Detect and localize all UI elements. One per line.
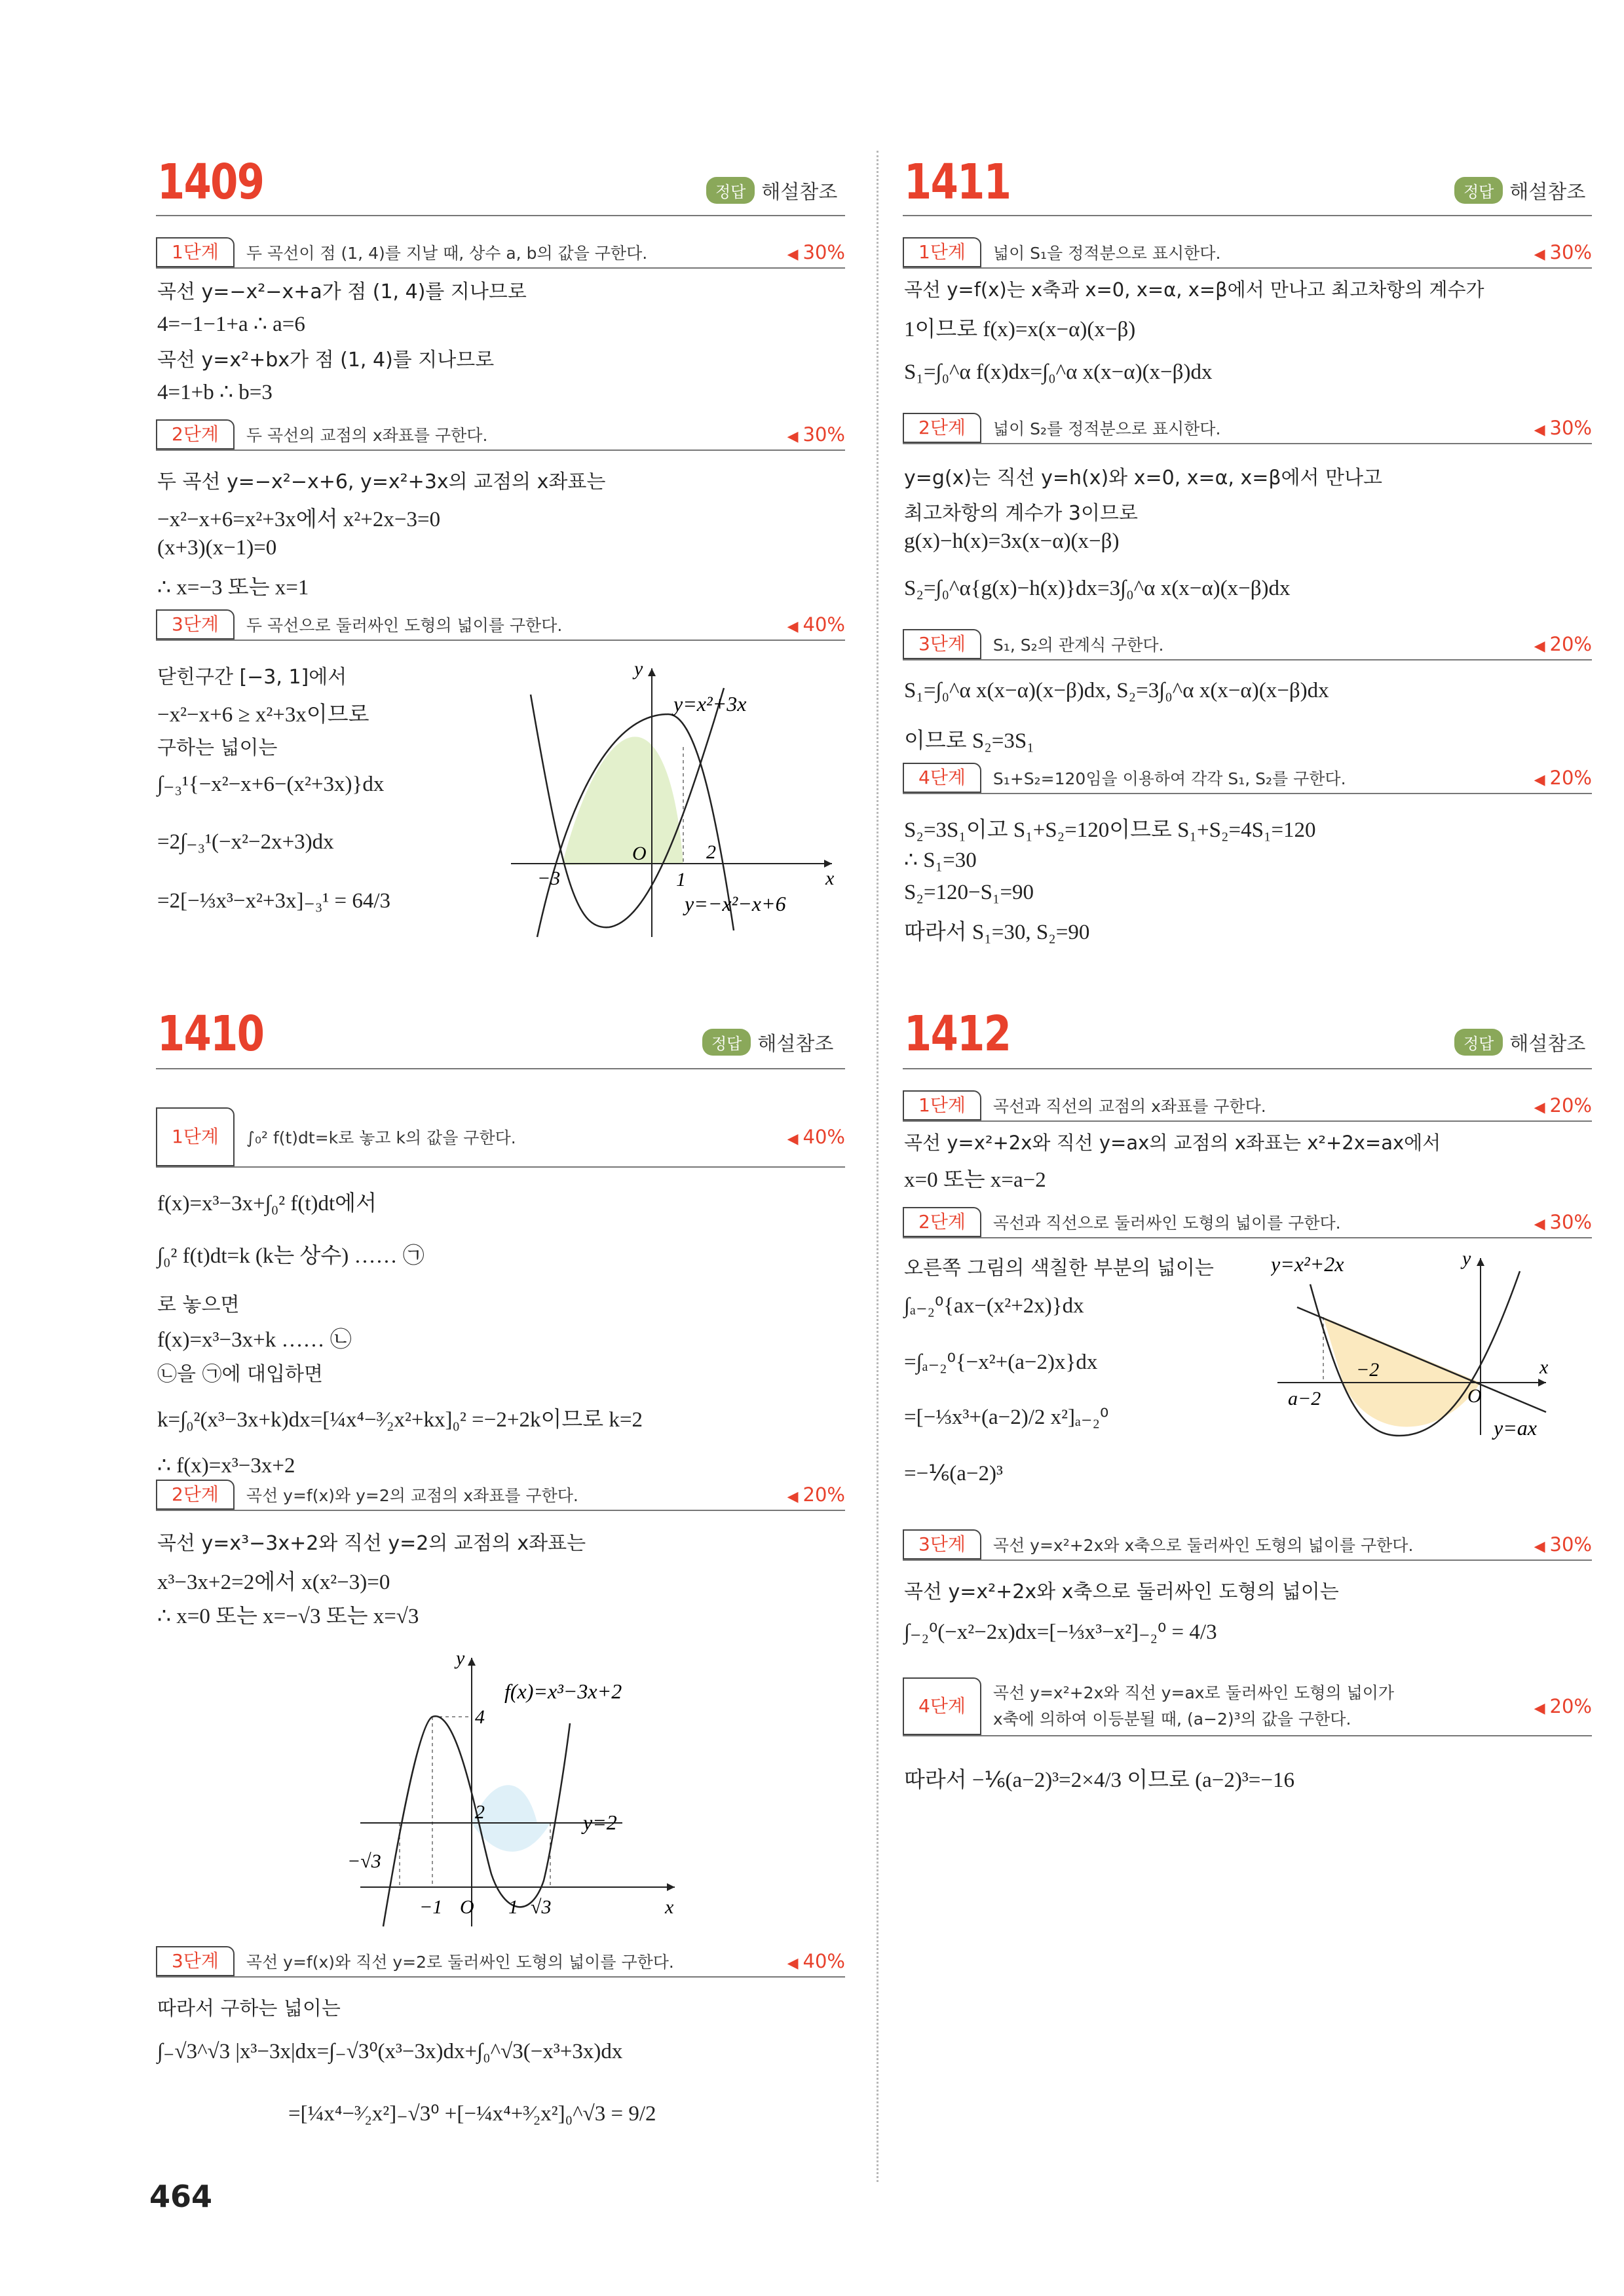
text-line: 곡선 y=x²+bx가 점 (1, 4)를 지나므로 [157, 349, 495, 372]
step-1411-1 [903, 237, 1592, 269]
text-line: y=g(x)는 직선 y=h(x)와 x=0, x=α, x=β에서 만나고 [904, 467, 1382, 489]
step-pct: ◀ 30% [1534, 417, 1592, 439]
label-x: x [665, 1896, 674, 1918]
text-line: ∫₋√3^√3 |x³−3x|dx=∫₋√3⁰(x³−3x)dx+∫₀^√3(−x³+3x)dx [157, 2040, 623, 2063]
answer-label-1409 [706, 176, 837, 204]
answer-tag: 정답 [706, 177, 755, 204]
step-pct: ◀ 30% [787, 241, 845, 263]
problem-number-1410: 1410 [157, 1006, 264, 1062]
text-line: S₂=120−S₁=90 [904, 881, 1034, 904]
problem-number-1411: 1411 [904, 154, 1011, 210]
text-line: =[−⅓x³+(a−2)/2 x²]ₐ₋₂⁰ [904, 1406, 1109, 1429]
text-line: 곡선 y=f(x)는 x축과 x=0, x=α, x=β에서 만나고 최고차항의 계수가 [904, 278, 1484, 301]
text-line: ∴ x=0 또는 x=−√3 또는 x=√3 [157, 1605, 419, 1628]
step-1409-1 [156, 237, 845, 269]
step-desc: 곡선과 직선의 교점의 x좌표를 구한다. [992, 1097, 1266, 1116]
text-line: ∴ S₁=30 [904, 849, 977, 872]
text-line: 닫힌구간 [−3, 1]에서 [157, 666, 347, 689]
header-rule [903, 215, 1592, 216]
label-curve: y=x²+2x [1271, 1252, 1344, 1276]
step-1411-4 [903, 763, 1592, 794]
label-line: y=2 [583, 1810, 617, 1834]
text-line: 오른쪽 그림의 색칠한 부분의 넓이는 [904, 1257, 1214, 1280]
step-tag: 3단계 [903, 1529, 981, 1559]
text-line: x³−3x+2=2에서 x(x²−3)=0 [157, 1571, 390, 1594]
text-line: f(x)=x³−3x+k …… ㉡ [157, 1328, 352, 1352]
label-y: y [456, 1647, 465, 1669]
step-pct: ◀ 20% [1534, 767, 1592, 789]
text-line: 따라서 구하는 넓이는 [157, 1997, 341, 2020]
tick-1: 1 [676, 869, 686, 890]
step-desc: 곡선과 직선으로 둘러싸인 도형의 넓이를 구한다. [992, 1214, 1341, 1233]
answer-label-1411 [1454, 176, 1585, 204]
shaded-region [1323, 1317, 1481, 1427]
step-pct: ◀ 30% [1534, 1211, 1592, 1233]
text-line: 곡선 y=x²+2x와 직선 y=ax의 교점의 x좌표는 x²+2x=ax에서 [904, 1132, 1441, 1154]
step-1409-2 [156, 419, 845, 451]
text-line: S₁=∫₀^α x(x−α)(x−β)dx, S₂=3∫₀^α x(x−α)(x−β)dx [904, 679, 1329, 702]
problem-number-1409: 1409 [157, 154, 264, 210]
text-line: 구하는 넓이는 [157, 737, 278, 759]
step-tag: 3단계 [156, 1946, 235, 1976]
step-1410-1 [156, 1107, 845, 1168]
header-rule [903, 1068, 1592, 1069]
text-line: ∴ x=−3 또는 x=1 [157, 576, 309, 600]
step-tag: 1단계 [156, 1107, 235, 1166]
text-line: 4=1+b ∴ b=3 [157, 381, 273, 404]
text-line: =∫ₐ₋₂⁰{−x²+(a−2)x}dx [904, 1350, 1098, 1374]
text-line: k=∫₀²(x³−3x+k)dx=[¼x⁴−³⁄₂x²+kx]₀² =−2+2k이므로 k=2 [157, 1408, 643, 1432]
text-line: 곡선 y=x²+2x와 x축으로 둘러싸인 도형의 넓이는 [904, 1580, 1339, 1603]
answer-text: 해설참조 [1509, 181, 1586, 204]
step-1409-3 [156, 609, 845, 641]
answer-text: 해설참조 [757, 1033, 834, 1056]
text-line: S₂=3S₁이고 S₁+S₂=120이므로 S₁+S₂=4S₁=120 [904, 818, 1316, 842]
tick-m2: −2 [1356, 1359, 1380, 1381]
y-axis-arrow-icon [1477, 1258, 1484, 1266]
text-line: ∫₋₂⁰(−x²−2x)dx=[−⅓x³−x²]₋₂⁰ = 4/3 [904, 1620, 1217, 1644]
text-line: ∫ₐ₋₂⁰{ax−(x²+2x)}dx [904, 1294, 1084, 1318]
label-origin: O [1467, 1385, 1482, 1407]
step-desc: 곡선 y=f(x)와 y=2의 교점의 x좌표를 구한다. [246, 1486, 578, 1505]
label-curve-a: y=x²+3x [673, 692, 747, 716]
label-line: y=ax [1494, 1416, 1537, 1440]
step-desc: S₁, S₂의 관계식 구한다. [992, 636, 1164, 655]
step-tag: 1단계 [903, 1090, 981, 1120]
step-tag: 2단계 [156, 419, 235, 450]
step-pct: ◀ 30% [787, 423, 845, 446]
text-line: S₂=∫₀^α{g(x)−h(x)}dx=3∫₀^α x(x−α)(x−β)dx [904, 577, 1291, 600]
y-axis-arrow-icon [648, 668, 656, 676]
step-tag: 2단계 [903, 413, 981, 443]
text-line: (x+3)(x−1)=0 [157, 536, 277, 560]
step-1410-2 [156, 1480, 845, 1511]
step-pct: ◀ 40% [787, 1126, 845, 1148]
x-axis-arrow-icon [824, 860, 832, 868]
label-y: y [634, 658, 643, 679]
tick-am2: a−2 [1288, 1388, 1321, 1409]
text-line: −x²−x+6 ≥ x²+3x이므로 [157, 703, 369, 727]
tick-m1: −1 [419, 1896, 443, 1918]
step-tag: 3단계 [156, 609, 235, 640]
step-desc: 곡선 y=x²+2x와 x축으로 둘러싸인 도형의 넓이를 구한다. [992, 1536, 1414, 1555]
y-axis-arrow-icon [468, 1658, 476, 1666]
answer-label-1412 [1454, 1027, 1585, 1056]
text-line: 1이므로 f(x)=x(x−α)(x−β) [904, 318, 1136, 341]
step-desc [993, 1680, 1534, 1732]
text-line: =[¼x⁴−³⁄₂x²]₋√3⁰ +[−¼x⁴+³⁄₂x²]₀^√3 = 9/2 [288, 2102, 656, 2126]
step-desc: 곡선 y=f(x)와 직선 y=2로 둘러싸인 도형의 넓이를 구한다. [246, 1953, 674, 1972]
step-1412-3 [903, 1529, 1592, 1561]
step-desc: 두 곡선의 교점의 x좌표를 구한다. [246, 426, 488, 445]
step-pct: ◀ 40% [787, 1950, 845, 1972]
text-line: 이므로 S₂=3S₁ [904, 729, 1034, 753]
text-line: 따라서 S₁=30, S₂=90 [904, 921, 1090, 944]
text-line: 곡선 y=−x²−x+a가 점 (1, 4)를 지나므로 [157, 280, 527, 303]
text-line: ㉡을 ㉠에 대입하면 [157, 1363, 323, 1386]
step-pct: ◀ 30% [1534, 1533, 1592, 1556]
x-axis-arrow-icon [667, 1883, 675, 1891]
column-divider [877, 151, 878, 2182]
step-1412-4 [903, 1677, 1592, 1736]
label-x: x [825, 868, 835, 889]
step-1412-1 [903, 1090, 1592, 1122]
shaded-region [562, 737, 683, 865]
answer-text: 해설참조 [761, 181, 838, 204]
step-tag: 1단계 [903, 237, 981, 267]
text-line: 곡선 y=x³−3x+2와 직선 y=2의 교점의 x좌표는 [157, 1532, 586, 1555]
text-line: 따라서 −⅙(a−2)³=2×4/3 이므로 (a−2)³=−16 [904, 1769, 1294, 1792]
text-line: =−⅙(a−2)³ [904, 1462, 1003, 1485]
graph-1412 [1271, 1245, 1585, 1464]
text-line: −x²−x+6=x²+3x에서 x²+2x−3=0 [157, 508, 441, 531]
tick-1: 1 [508, 1896, 518, 1918]
label-curve-b: y=−x²−x+6 [685, 892, 786, 915]
step-pct: ◀ 30% [1534, 241, 1592, 263]
answer-text: 해설참조 [1509, 1033, 1586, 1056]
tick-2: 2 [706, 841, 716, 863]
text-line: 최고차항의 계수가 3이므로 [904, 502, 1138, 525]
problem-number-1412: 1412 [904, 1006, 1011, 1062]
step-desc: 두 곡선이 점 (1, 4)를 지날 때, 상수 a, b의 값을 구한다. [246, 244, 648, 263]
step-tag: 2단계 [903, 1207, 981, 1237]
graph-1410 [334, 1645, 701, 1936]
step-pct: ◀ 20% [787, 1483, 845, 1506]
step-desc: 넓이 S₁을 정적분으로 표시한다. [992, 244, 1221, 263]
tick-4: 4 [475, 1706, 485, 1728]
step-desc: 두 곡선으로 둘러싸인 도형의 넓이를 구한다. [246, 616, 563, 635]
step-desc: 넓이 S₂를 정적분으로 표시한다. [992, 419, 1221, 438]
page-number: 464 [149, 2179, 213, 2214]
tick-m3: −3 [537, 868, 561, 889]
graph-1409 [498, 655, 839, 946]
label-y: y [1462, 1248, 1471, 1269]
text-line: =2∫₋₃¹(−x²−2x+3)dx [157, 830, 334, 854]
step-pct: ◀ 20% [1534, 1094, 1592, 1117]
label-origin: O [632, 843, 647, 864]
step-tag: 3단계 [903, 629, 981, 659]
text-line: 로 놓으면 [157, 1293, 240, 1316]
step-desc-line-2: x축에 의하여 이등분될 때, (a−2)³의 값을 구한다. [992, 1710, 1351, 1729]
step-pct: ◀ 20% [1534, 1695, 1592, 1717]
header-rule [156, 215, 845, 216]
answer-tag: 정답 [702, 1029, 751, 1056]
step-tag: 2단계 [156, 1480, 235, 1510]
step-tag: 4단계 [903, 1677, 981, 1735]
step-1412-2 [903, 1207, 1592, 1238]
text-line: x=0 또는 x=a−2 [904, 1168, 1046, 1192]
step-desc: ∫₀² f(t)dt=k로 놓고 k의 값을 구한다. [246, 1128, 516, 1147]
step-pct: ◀ 20% [1534, 633, 1592, 655]
x-axis-arrow-icon [1538, 1379, 1546, 1387]
step-1410-3 [156, 1946, 845, 1978]
label-curve: f(x)=x³−3x+2 [504, 1679, 622, 1703]
step-1411-3 [903, 629, 1592, 660]
text-line: f(x)=x³−3x+∫₀² f(t)dt에서 [157, 1192, 377, 1215]
tick-mr3: −√3 [347, 1850, 381, 1872]
shaded-region-right [472, 1823, 550, 1852]
text-line: 4=−1−1+a ∴ a=6 [157, 313, 305, 336]
step-tag: 4단계 [903, 763, 981, 793]
text-line: ∴ f(x)=x³−3x+2 [157, 1454, 295, 1478]
text-line: 두 곡선 y=−x²−x+6, y=x²+3x의 교점의 x좌표는 [157, 470, 606, 493]
text-line: =2[−⅓x³−x²+3x]₋₃¹ = 64/3 [157, 889, 391, 913]
label-x: x [1539, 1356, 1549, 1378]
tick-2: 2 [475, 1801, 485, 1823]
step-desc-line-1: 곡선 y=x²+2x와 직선 y=ax로 둘러싸인 도형의 넓이가 [992, 1683, 1395, 1702]
step-pct: ◀ 40% [787, 613, 845, 636]
text-line: g(x)−h(x)=3x(x−α)(x−β) [904, 529, 1120, 553]
step-tag: 1단계 [156, 237, 235, 267]
text-line: ∫₀² f(t)dt=k (k는 상수) …… ㉠ [157, 1244, 425, 1268]
text-line: ∫₋₃¹{−x²−x+6−(x²+3x)}dx [157, 773, 385, 796]
label-origin: O [460, 1896, 474, 1918]
answer-tag: 정답 [1454, 1029, 1503, 1056]
step-1411-2 [903, 413, 1592, 444]
header-rule [156, 1068, 845, 1069]
text-line: S₁=∫₀^α f(x)dx=∫₀^α x(x−α)(x−β)dx [904, 360, 1213, 384]
tick-r3: √3 [531, 1896, 552, 1918]
step-desc: S₁+S₂=120임을 이용하여 각각 S₁, S₂를 구한다. [992, 769, 1346, 788]
answer-tag: 정답 [1454, 177, 1503, 204]
answer-label-1410 [702, 1027, 833, 1056]
